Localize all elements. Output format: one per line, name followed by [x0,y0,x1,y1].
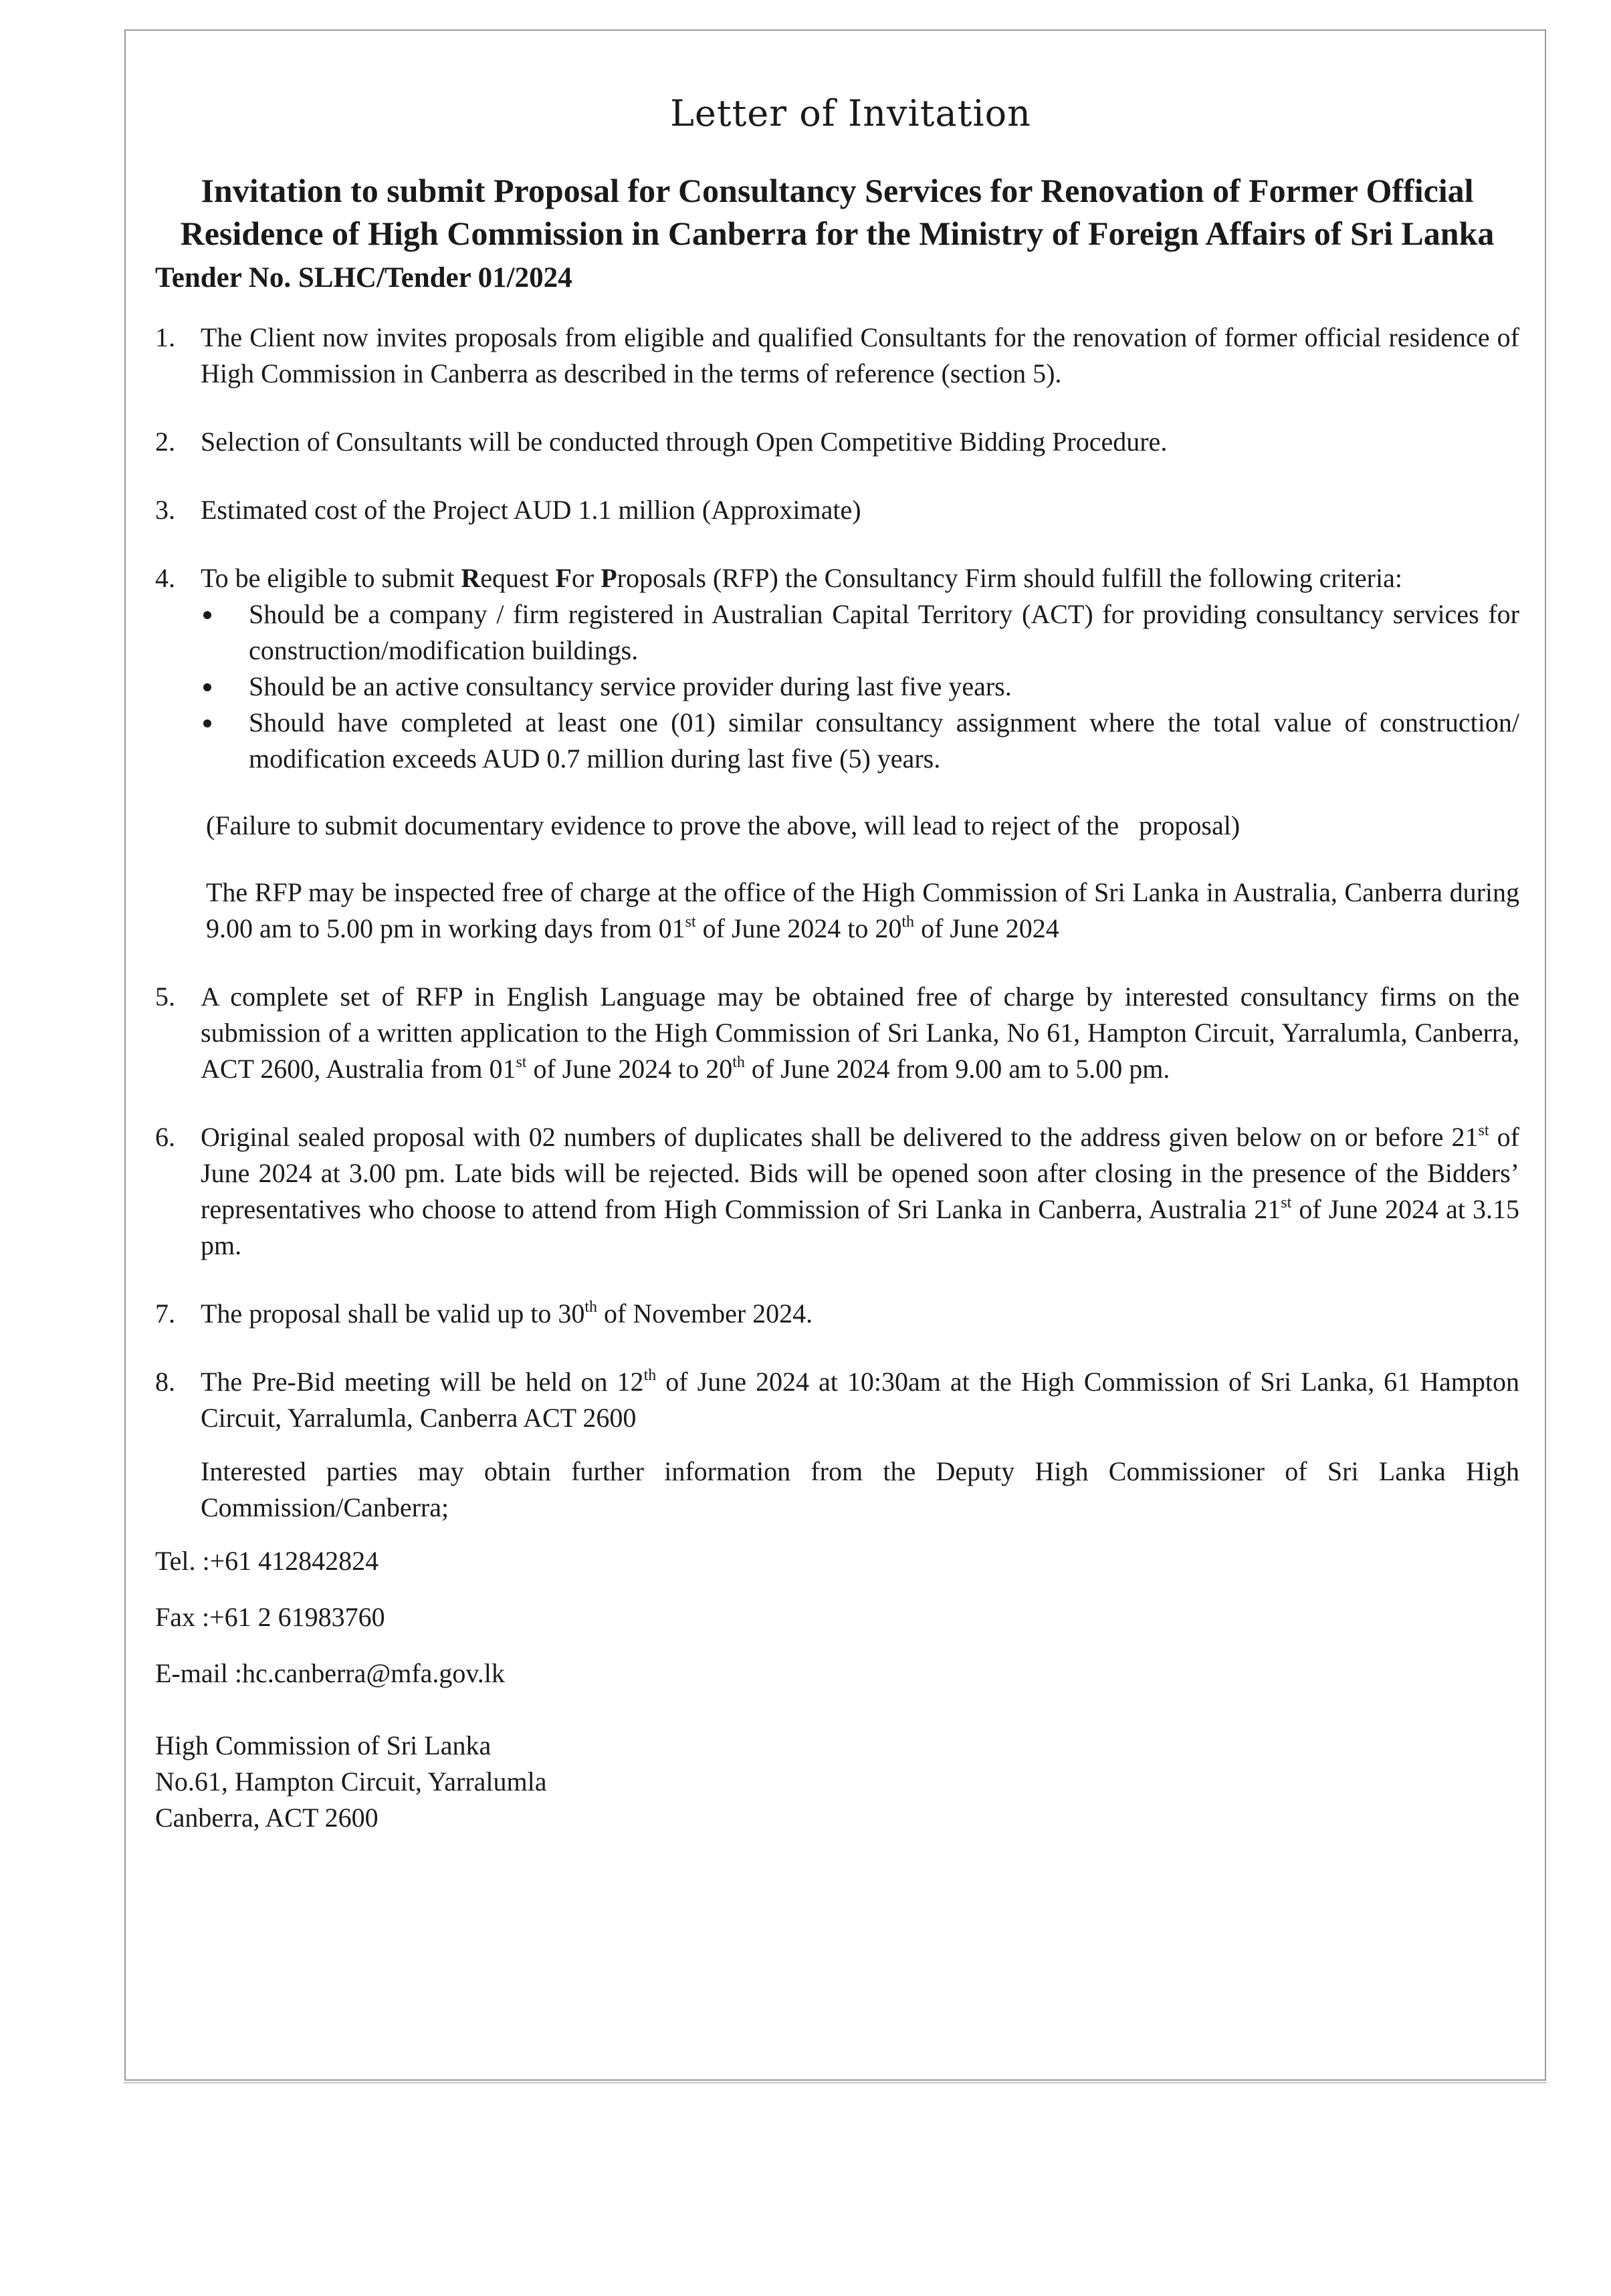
clause-1 [155,320,1519,392]
intro-bold-letter: P [601,563,617,593]
intro-text: To be eligible to submit [201,563,461,593]
clause-text: Estimated cost of the Project AUD 1.1 million (Approximate) [201,495,861,525]
bullet-icon [203,611,211,619]
inspection-text: of June 2024 to 20 [695,913,902,943]
criteria-text: Should be an active consultancy service provider during last five years. [249,671,1012,701]
clause-number: 8. [155,1367,175,1397]
ordinal-suffix: th [901,913,915,931]
bullet-icon [203,719,211,727]
inspection-paragraph [201,875,1519,947]
tender-number: Tender No. SLHC/Tender 01/2024 [155,262,572,294]
inspection-text: of June 2024 [914,913,1059,943]
ordinal-suffix: st [685,913,696,931]
ordinal-suffix: st [1478,1122,1489,1139]
ordinal-suffix: st [516,1054,527,1071]
criteria-item [201,705,1519,777]
clause-text-part: Original sealed proposal with 02 numbers of duplicates shall be delivered to the address given below on or before 21 [201,1122,1479,1152]
clause-text-part: of November 2024. [597,1298,813,1329]
clause-intro [201,560,1519,596]
clause-number: 7. [155,1298,175,1329]
clause-2 [155,424,1519,460]
ordinal-suffix: th [732,1054,745,1071]
clause-7 [155,1296,1519,1332]
letter-content [155,92,1519,1836]
criteria-item [201,669,1519,705]
intro-bold-letter: R [461,563,481,593]
address-line: High Commission of Sri Lanka [155,1730,492,1760]
clause-text [201,1119,1519,1264]
clause-text-part: The Pre-Bid meeting will be held on 12 [201,1367,644,1397]
criteria-text: Should have completed at least one (01) similar consultancy assignment where the total value of construction/ modification exceeds AUD 0.7 million during last five (5) years. [249,707,1519,774]
clause-text [201,1364,1519,1436]
bullet-icon [203,683,211,691]
clause-number: 4. [155,563,175,593]
clause-number: 6. [155,1122,175,1152]
clause-text-part: of June 2024 from 9.00 am to 5.00 pm. [744,1054,1170,1084]
clause-8 [155,1364,1519,1526]
clause-text: The Client now invites proposals from eligible and qualified Consultants for the renovation of former official residence of High Commission in Canberra as described in the terms of reference (section 5). [201,322,1519,388]
ordinal-suffix: st [1281,1194,1292,1212]
contact-email: E-mail :hc.canberra@mfa.gov.lk [155,1658,505,1688]
clause-number: 2. [155,427,175,457]
clause-3 [155,492,1519,528]
address-line: Canberra, ACT 2600 [155,1803,379,1833]
clause-text [201,979,1519,1087]
clause-number: 3. [155,495,175,525]
clause-text: Selection of Consultants will be conducted through Open Competitive Bidding Procedure. [201,427,1168,457]
clause-text-part: of June 2024 at 3.00 pm. Late bids will be rejected. Bids will be opened soon after closing in the presence of the Bidders’ representatives who choose to attend from High Commission of Sri Lanka in Canberra, Australia 21 [201,1122,1519,1224]
intro-text: roposals (RFP) the Consultancy Firm should fulfill the following criteria: [617,563,1402,593]
clause-number: 1. [155,322,175,352]
criteria-item [201,596,1519,669]
criteria-list [201,596,1519,777]
clause-4 [155,560,1519,947]
intro-bold-letter: F [555,563,572,593]
intro-text: or [571,563,601,593]
clause-text-part: of June 2024 to 20 [526,1054,733,1084]
clause-5 [155,979,1519,1087]
clause-text-part: The proposal shall be valid up to 30 [201,1298,585,1329]
intro-text: equest [480,563,556,593]
inspection-text: The RFP may be inspected free of charge at the office of the High Commission of Sri Lanka in Australia, Canberra during 9.00 am to 5.00 pm in working days from 01 [206,877,1519,943]
clause-text-part: of June 2024 at 10:30am at the High Commission of Sri Lanka, 61 Hampton Circuit, Yarralumla, Canberra ACT 2600 [201,1367,1519,1433]
address-block [155,1728,1519,1836]
failure-note: (Failure to submit documentary evidence to prove the above, will lead to reject of the proposal) [206,810,1241,840]
clause-6 [155,1119,1519,1264]
contact-tel: Tel. :+61 412842824 [155,1546,379,1576]
clause-text-part: of June 2024 at 3.15 pm. [201,1194,1519,1260]
letter-subtitle: Invitation to submit Proposal for Consultancy Services for Renovation of Former Official Residence of High Commission in Canberra for the Ministry of Foreign Affairs of Sri Lanka [180,172,1495,252]
letter-title: Letter of Invitation [670,92,1031,134]
address-line: No.61, Hampton Circuit, Yarralumla [155,1766,547,1797]
ordinal-suffix: th [643,1367,657,1384]
clause-text [201,1296,1519,1332]
ordinal-suffix: th [584,1298,598,1316]
criteria-text: Should be a company / firm registered in Australian Capital Territory (ACT) for providing consultancy services for construction/modification buildings. [249,599,1519,665]
clause-text-part: A complete set of RFP in English Language may be obtained free of charge by interested consultancy firms on the submission of a written application to the High Commission of Sri Lanka, No 61, Hampton Circuit, Yarralumla, Canberra, ACT 2600, Australia from 01 [201,982,1519,1084]
contact-fax: Fax :+61 2 61983760 [155,1602,385,1632]
clause-number: 5. [155,982,175,1012]
further-info-text: Interested parties may obtain further information from the Deputy High Commissioner of Sri Lanka High Commission/Canberra; [201,1456,1519,1522]
